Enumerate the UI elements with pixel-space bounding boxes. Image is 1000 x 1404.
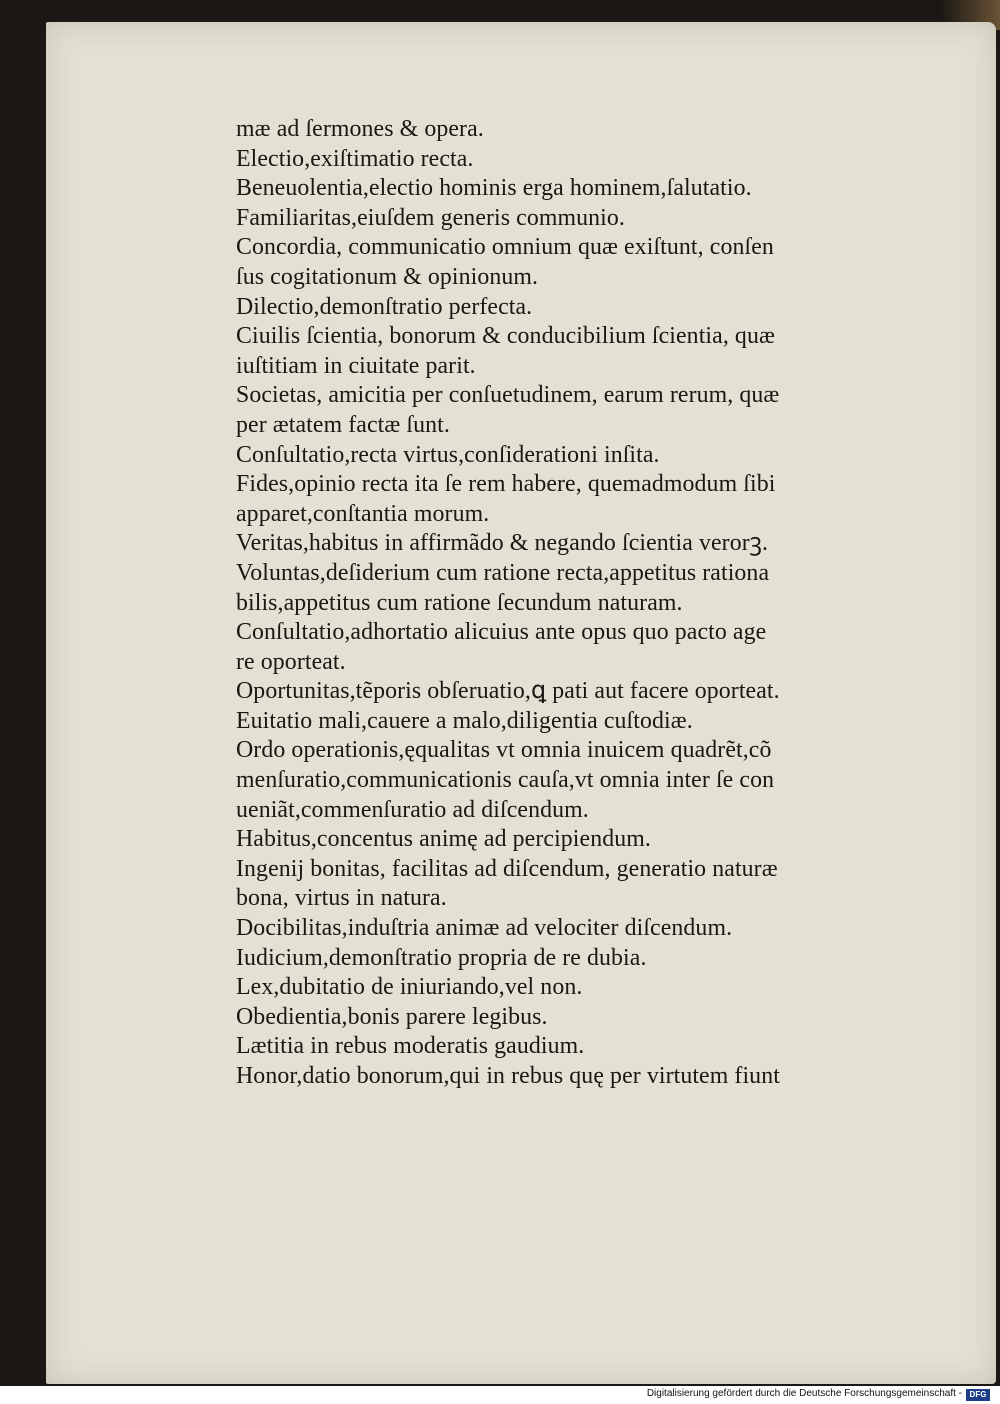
text-line: ſus cogitationum & opinionum. — [236, 263, 539, 290]
text-line: re oporteat. — [236, 648, 346, 675]
text-line: Fides,opinio recta ita ſe rem habere, quemadmodum ſibi — [236, 471, 776, 498]
text-line: Oportunitas,tẽporis obſeruatio,ꝗ pati aut facere oporteat. — [236, 678, 780, 705]
text-line: Beneuolentia,electio hominis erga hominem,ſalutatio. — [236, 175, 752, 202]
text-line: Voluntas,deſiderium cum ratione recta,appetitus rationa — [236, 559, 770, 586]
text-line: Ciuilis ſcientia, bonorum & conducibilium ſcientia, quæ — [236, 323, 775, 350]
text-line: apparet,conſtantia morum. — [236, 500, 490, 527]
text-line: mæ ad ſermones & opera. — [236, 116, 484, 142]
text-line: Habitus,concentus animę ad percipiendum. — [236, 826, 651, 853]
dfg-logo: DFG — [966, 1389, 990, 1401]
text-line: Conſultatio,adhortatio alicuius ante opus quo pacto age — [236, 619, 767, 646]
text-line: Lætitia in rebus moderatis gaudium. — [236, 1033, 585, 1060]
text-line: Ingenij bonitas, facilitas ad diſcendum, generatio naturæ — [236, 855, 778, 882]
text-line: ueniãt,commenſuratio ad diſcendum. — [236, 796, 589, 823]
text-line: Ordo operationis,ęqualitas vt omnia inuicem quadrẽt,cõ — [236, 737, 772, 764]
text-line: Familiaritas,eiuſdem generis communio. — [236, 204, 625, 231]
text-line: Lex,dubitatio de iniuriando,vel non. — [236, 974, 583, 1001]
text-line: Obedientia,bonis parere legibus. — [236, 1003, 548, 1030]
text-line: menſuratio,communicationis cauſa,vt omnia inter ſe con — [236, 767, 775, 794]
text-line: Concordia, communicatio omnium quæ exiſtunt, conſen — [236, 234, 774, 261]
text-line: Electio,exiſtimatio recta. — [236, 145, 474, 172]
text-line: Docibilitas,induſtria animæ ad velociter diſcendum. — [236, 915, 733, 942]
page-text — [236, 115, 946, 1092]
text-line: Euitatio mali,cauere a malo,diligentia cuſtodiæ. — [236, 707, 693, 734]
text-line: per ætatem factæ ſunt. — [236, 411, 450, 438]
text-line: iuſtitiam in ciuitate parit. — [236, 352, 476, 379]
text-line: Veritas,habitus in affirmãdo & negando ſcientia verorꝫ. — [236, 530, 769, 557]
text-line: Societas, amicitia per conſuetudinem, earum rerum, quæ — [236, 382, 780, 409]
text-line: bona, virtus in natura. — [236, 885, 447, 912]
text-line: Conſultatio,recta virtus,conſiderationi inſita. — [236, 441, 660, 468]
text-line: Iudicium,demonſtratio propria de re dubia. — [236, 944, 647, 971]
text-line: Honor,datio bonorum,qui in rebus quę per virtutem fiunt — [236, 1063, 780, 1089]
digitization-footer — [0, 1386, 1000, 1404]
text-line: bilis,appetitus cum ratione ſecundum naturam. — [236, 589, 683, 616]
funding-credit: Digitalisierung gefördert durch die Deutsche Forschungsgemeinschaft - — [646, 1388, 962, 1399]
text-line: Dilectio,demonſtratio perfecta. — [236, 293, 533, 320]
